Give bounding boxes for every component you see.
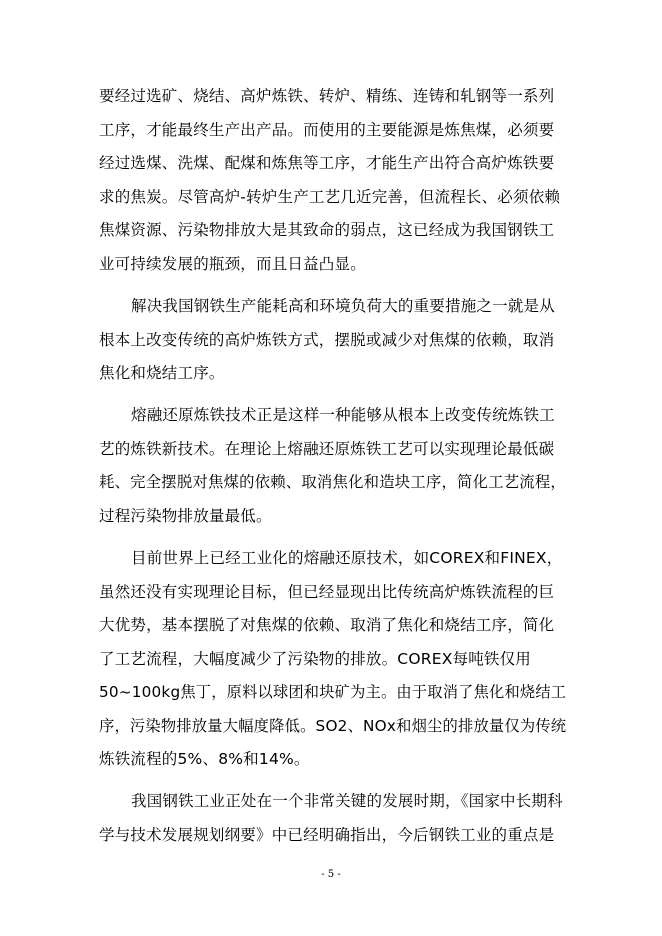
text-line: 经过选煤、洗煤、配煤和炼焦等工序，才能生产出符合高炉炼铁要 <box>99 154 555 172</box>
text-line: 了工艺流程，大幅度减少了污染物的排放。COREX每吨铁仅用 <box>99 650 532 668</box>
text-line: 过程污染物排放量最低。 <box>99 507 272 525</box>
text-line: 耗、完全摆脱对焦煤的依赖、取消焦化和造块工序，简化工艺流程， <box>99 473 567 491</box>
text-line: 目前世界上已经工业化的熔融还原技术，如COREX和FINEX， <box>131 549 563 567</box>
text-line: 学与技术发展规划纲要》中已经明确指出，今后钢铁工业的重点是 <box>99 826 555 844</box>
page-number: - 5 - <box>321 869 341 880</box>
text-line: 炼铁流程的5%、8%和14%。 <box>99 750 310 768</box>
text-line: 焦煤资源、污染物排放大是其致命的弱点，这已经成为我国钢铁工 <box>99 221 555 239</box>
text-line: 求的焦炭。尽管高炉-转炉生产工艺几近完善，但流程长、必须依赖 <box>99 188 561 206</box>
text-line: 业可持续发展的瓶颈，而且日益凸显。 <box>99 255 366 273</box>
text-line: 根本上改变传统的高炉炼铁方式，摆脱或减少对焦煤的依赖，取消 <box>99 331 555 349</box>
text-line: 焦化和烧结工序。 <box>99 364 225 382</box>
text-line: 虽然还没有实现理论目标，但已经显现出比传统高炉炼铁流程的巨 <box>99 583 555 601</box>
text-line: 解决我国钢铁生产能耗高和环境负荷大的重要措施之一就是从 <box>131 297 555 315</box>
text-line: 工序，才能最终生产出产品。而使用的主要能源是炼焦煤，必须要 <box>99 121 555 139</box>
text-line: 我国钢铁工业正处在一个非常关键的发展时期，《国家中长期科 <box>131 792 563 810</box>
text-line: 序，污染物排放量大幅度降低。SO2、NOx和烟尘的排放量仅为传统 <box>99 717 567 735</box>
text-line: 艺的炼铁新技术。在理论上熔融还原炼铁工艺可以实现理论最低碳 <box>99 440 555 458</box>
text-line: 要经过选矿、烧结、高炉炼铁、转炉、精练、连铸和轧钢等一系列 <box>99 87 555 105</box>
text-line: 50~100kg焦丁，原料以球团和块矿为主。由于取消了焦化和烧结工 <box>99 683 567 701</box>
text-line: 大优势，基本摆脱了对焦煤的依赖、取消了焦化和烧结工序，简化 <box>99 616 555 634</box>
text-line: 熔融还原炼铁技术正是这样一种能够从根本上改变传统炼铁工 <box>131 406 555 424</box>
